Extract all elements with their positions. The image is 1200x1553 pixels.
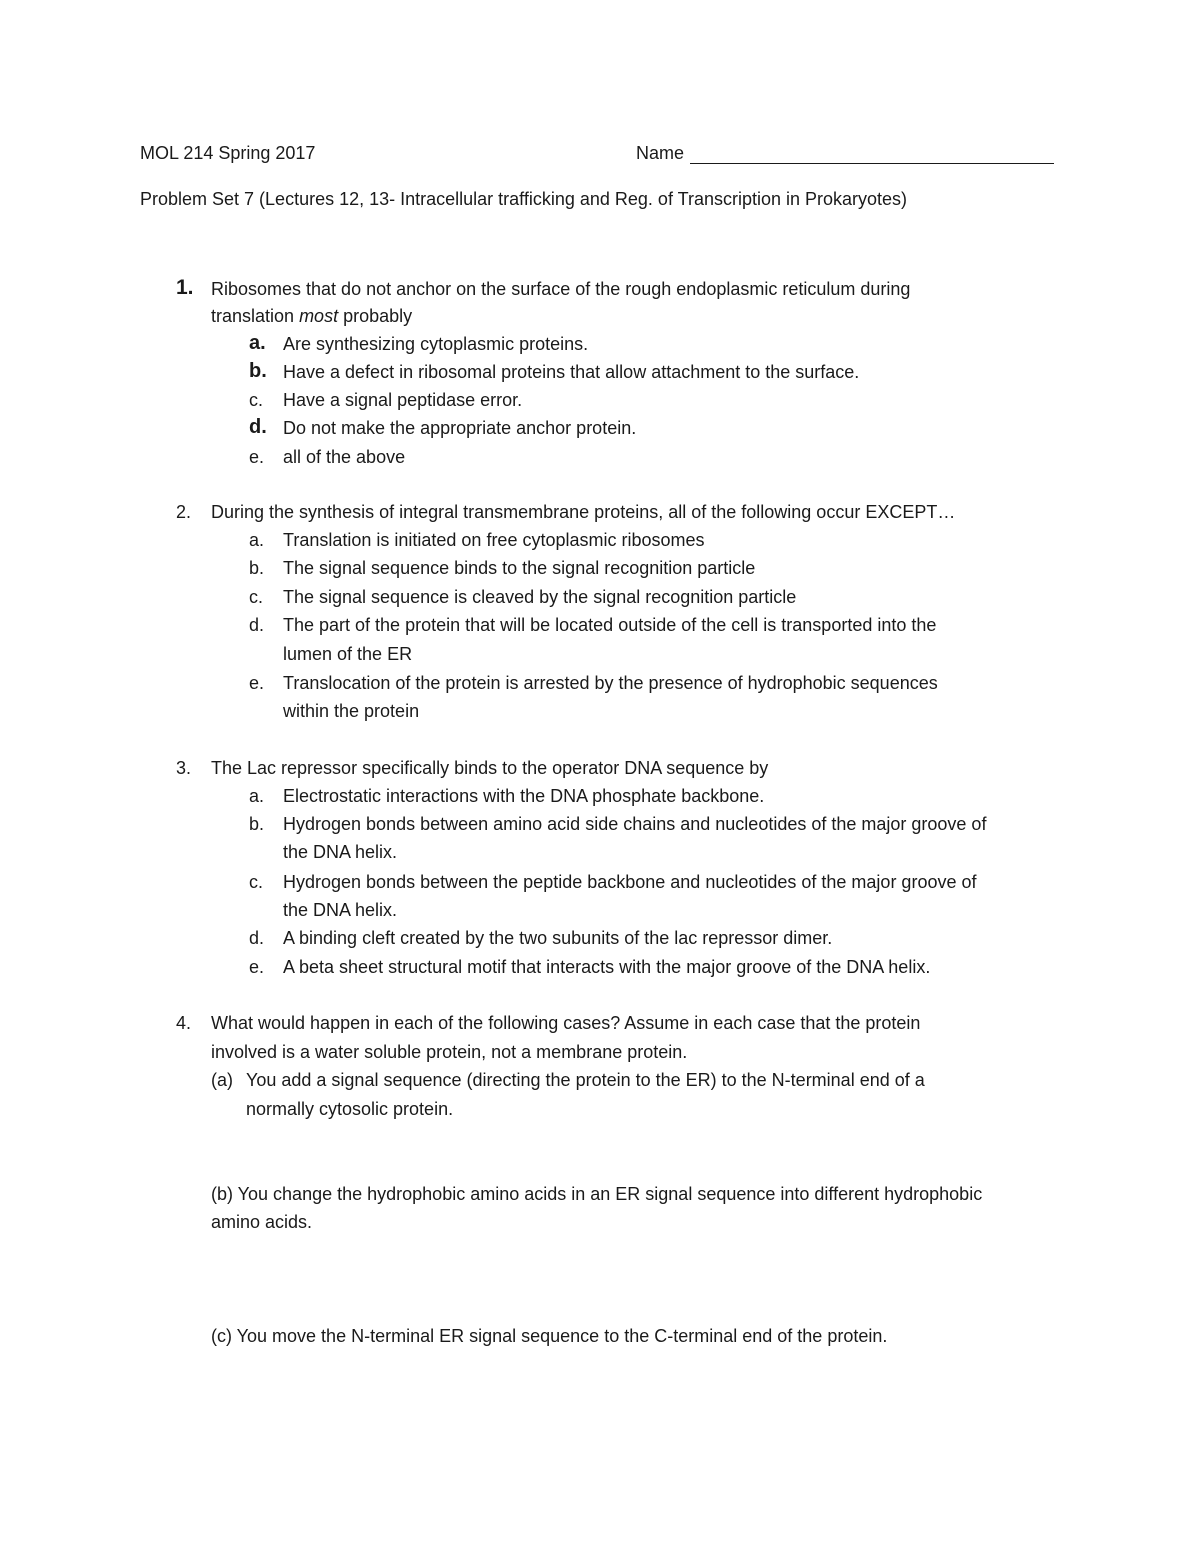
q2-option-c-letter: c. bbox=[249, 587, 264, 607]
q3-option-a-letter: a. bbox=[249, 786, 265, 806]
q3-option-e-text: A beta sheet structural motif that interacts with the major groove of the DNA helix. bbox=[283, 957, 931, 977]
q3-option-c-text: Hydrogen bonds between the peptide backbone and nucleotides of the major groove of bbox=[283, 872, 977, 892]
q1-option-a-letter: a. bbox=[249, 332, 266, 354]
q1-option-d-letter: d. bbox=[249, 416, 267, 438]
name-label: Name bbox=[636, 143, 685, 163]
q4-part-c-text: (c) You move the N-terminal ER signal sequence to the C-terminal end of the protein. bbox=[211, 1326, 888, 1346]
question-1-text-line1: Ribosomes that do not anchor on the surface of the rough endoplasmic reticulum during bbox=[211, 279, 911, 299]
q4-part-b-text-line1: (b) You change the hydrophobic amino acids in an ER signal sequence into different hydrophobic bbox=[211, 1184, 983, 1204]
question-2-text: During the synthesis of integral transmembrane proteins, all of the following occur EXCEPT… bbox=[211, 502, 956, 522]
q1-option-b-letter: b. bbox=[249, 360, 267, 382]
q2-option-d-text: The part of the protein that will be located outside of the cell is transported into the bbox=[283, 615, 937, 635]
problem-set-subtitle: Problem Set 7 (Lectures 12, 13- Intracellular trafficking and Reg. of Transcription in Prokaryotes) bbox=[140, 189, 908, 209]
q2-option-a-letter: a. bbox=[249, 530, 265, 550]
q2-option-e-continuation: within the protein bbox=[283, 701, 420, 721]
q1-option-e-text: all of the above bbox=[283, 447, 406, 467]
q1-line2-start: translation bbox=[211, 306, 300, 326]
q3-option-b-letter: b. bbox=[249, 814, 265, 834]
q2-option-d-continuation: lumen of the ER bbox=[283, 644, 413, 664]
question-3-number: 3. bbox=[176, 758, 192, 778]
q4-part-b-text-line2: amino acids. bbox=[211, 1212, 313, 1232]
q1-option-d-text: Do not make the appropriate anchor protein. bbox=[283, 418, 637, 438]
q1-option-b-text: Have a defect in ribosomal proteins that allow attachment to the surface. bbox=[283, 362, 860, 382]
q3-option-d-text: A binding cleft created by the two subunits of the lac repressor dimer. bbox=[283, 928, 833, 948]
question-4-text-line1: What would happen in each of the following cases? Assume in each case that the protein bbox=[211, 1013, 921, 1033]
q2-option-e-text: Translocation of the protein is arrested by the presence of hydrophobic sequences bbox=[283, 673, 938, 693]
q1-line2-end: probably bbox=[338, 306, 413, 326]
q4-part-a-text-line1: You add a signal sequence (directing the protein to the ER) to the N-terminal end of a bbox=[246, 1070, 925, 1090]
q3-option-a-text: Electrostatic interactions with the DNA phosphate backbone. bbox=[283, 786, 765, 806]
question-1-text-line2 bbox=[211, 306, 412, 327]
q3-option-b-text: Hydrogen bonds between amino acid side chains and nucleotides of the major groove of bbox=[283, 814, 987, 834]
q4-part-a-label: (a) bbox=[211, 1070, 233, 1090]
q2-option-c-text: The signal sequence is cleaved by the signal recognition particle bbox=[283, 587, 797, 607]
question-3-text: The Lac repressor specifically binds to the operator DNA sequence by bbox=[211, 758, 769, 778]
q3-option-e-letter: e. bbox=[249, 957, 265, 977]
q3-option-c-letter: c. bbox=[249, 872, 264, 892]
question-4-number: 4. bbox=[176, 1013, 192, 1033]
q1-option-c-letter: c. bbox=[249, 390, 264, 410]
question-2-number: 2. bbox=[176, 502, 192, 522]
q1-line2-emphasis: most bbox=[299, 306, 339, 326]
q2-option-d-letter: d. bbox=[249, 615, 265, 635]
course-title: MOL 214 Spring 2017 bbox=[140, 143, 316, 163]
q2-option-b-text: The signal sequence binds to the signal recognition particle bbox=[283, 558, 756, 578]
name-blank-line[interactable] bbox=[690, 163, 1054, 164]
q2-option-e-letter: e. bbox=[249, 673, 265, 693]
question-4-text-line2: involved is a water soluble protein, not a membrane protein. bbox=[211, 1042, 688, 1062]
q2-option-b-letter: b. bbox=[249, 558, 265, 578]
q2-option-a-text: Translation is initiated on free cytoplasmic ribosomes bbox=[283, 530, 705, 550]
q1-option-e-letter: e. bbox=[249, 447, 265, 467]
q4-part-a-text-line2: normally cytosolic protein. bbox=[246, 1099, 454, 1119]
q1-option-c-text: Have a signal peptidase error. bbox=[283, 390, 523, 410]
q3-option-d-letter: d. bbox=[249, 928, 265, 948]
q3-option-b-continuation: the DNA helix. bbox=[283, 842, 398, 862]
q1-option-a-text: Are synthesizing cytoplasmic proteins. bbox=[283, 334, 589, 354]
q3-option-c-continuation: the DNA helix. bbox=[283, 900, 398, 920]
question-1-number: 1. bbox=[176, 276, 194, 299]
